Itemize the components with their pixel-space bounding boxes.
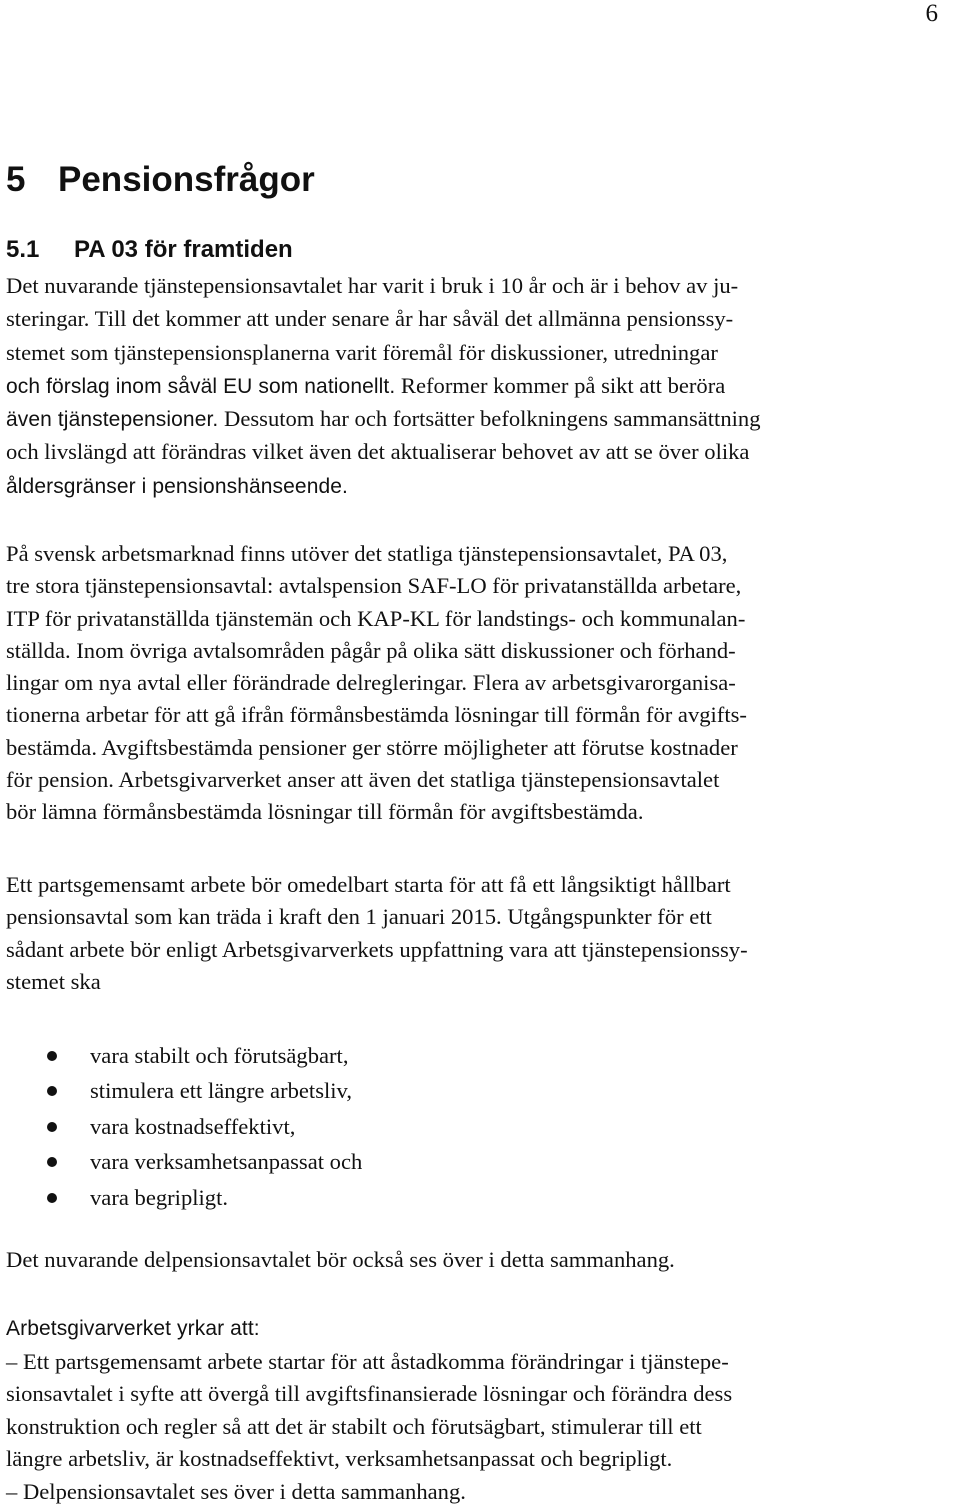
list-item: vara kostnadseffektivt, bbox=[0, 1109, 362, 1144]
bullet-icon bbox=[47, 1122, 57, 1132]
list-item: vara verksamhetsanpassat och bbox=[0, 1144, 362, 1179]
paragraph-line: ställda. Inom övriga avtalsområden pågår på olika sätt diskussioner och förhand- bbox=[6, 637, 736, 663]
paragraph-line: Det nuvarande tjänstepensionsavtalet har varit i bruk i 10 år och är i behov av ju- bbox=[6, 273, 739, 298]
demand-line: – Delpensionsavtalet ses över i detta sammanhang. bbox=[6, 1478, 466, 1504]
paragraph-partial-pension bbox=[6, 1244, 675, 1276]
paragraph-intro bbox=[6, 270, 761, 503]
paragraph-line: Det nuvarande delpensionsavtalet bör också ses över i detta sammanhang. bbox=[6, 1247, 675, 1272]
paragraph-line: tionerna arbetar för att gå ifrån förmånsbestämda lösningar till förmån för avgifts- bbox=[6, 702, 747, 728]
paragraph-line: steringar. Till det kommer att under senare år har såväl det allmänna pensionssy- bbox=[6, 306, 734, 332]
section-number: 5.1 bbox=[6, 236, 40, 263]
paragraph-line: stemet ska bbox=[6, 968, 101, 994]
demand-line: konstruktion och regler så att det är stabilt och förutsägbart, stimulerar till ett bbox=[6, 1413, 702, 1439]
paragraph-line: pensionsavtal som kan träda i kraft den 1 januari 2015. Utgångspunkter för ett bbox=[6, 904, 712, 930]
paragraph-line: lingar om nya avtal eller förändrade delregleringar. Flera av arbetsgivarorganisa- bbox=[6, 670, 736, 696]
paragraph-line: stemet som tjänstepensionsplanerna varit föremål för diskussioner, utredningar bbox=[6, 339, 718, 365]
bullet-icon bbox=[47, 1051, 57, 1061]
paragraph-line: och förslag inom såväl EU som nationellt. Reformer kommer på sikt att beröra bbox=[6, 372, 726, 398]
paragraph-line: På svensk arbetsmarknad finns utöver det statliga tjänstepensionsavtalet, PA 03, bbox=[6, 541, 728, 566]
paragraph-line: och livslängd att förändras vilket även det aktualiserar behovet av att se över olika bbox=[6, 439, 750, 465]
bullet-icon bbox=[47, 1086, 57, 1096]
section-title: PA 03 för framtiden bbox=[74, 236, 293, 263]
section-heading bbox=[6, 236, 293, 264]
demand-line: – Ett partsgemensamt arbete startar för att åstadkomma förändringar i tjänstepe- bbox=[6, 1348, 729, 1374]
demand-line: längre arbetsliv, är kostnadseffektivt, verksamhetsanpassat och begripligt. bbox=[6, 1446, 673, 1472]
paragraph-line: för pension. Arbetsgivarverket anser att även det statliga tjänstepensionsavtalet bbox=[6, 767, 720, 793]
paragraph-line: sådant arbete bör enligt Arbetsgivarverkets uppfattning vara att tjänstepensionssy- bbox=[6, 936, 748, 962]
chapter-number: 5 bbox=[6, 160, 26, 199]
demands-heading: Arbetsgivarverket yrkar att: bbox=[6, 1317, 260, 1340]
demands-section bbox=[6, 1313, 732, 1509]
list-item: vara begripligt. bbox=[0, 1180, 362, 1215]
paragraph-line: bestämda. Avgiftsbestämda pensioner ger större möjligheter att förutse kostnader bbox=[6, 734, 738, 760]
paragraph-line: Ett partsgemensamt arbete bör omedelbart starta för att få ett långsiktigt hållbart bbox=[6, 872, 731, 897]
paragraph-line: bör lämna förmånsbestämda lösningar till förmån för avgiftsbestämda. bbox=[6, 799, 644, 825]
bullet-list bbox=[0, 1038, 362, 1215]
paragraph-line: åldersgränser i pensionshänseende. bbox=[6, 474, 348, 498]
list-item: vara stabilt och förutsägbart, bbox=[0, 1038, 362, 1073]
paragraph-line: även tjänstepensioner. Dessutom har och fortsätter befolkningens sammansättning bbox=[6, 406, 761, 432]
chapter-heading bbox=[6, 160, 315, 200]
paragraph-joint-work bbox=[6, 869, 748, 998]
demand-line: sionsavtalet i syfte att övergå till avgiftsfinansierade lösningar och förändra dess bbox=[6, 1381, 733, 1407]
paragraph-labor-market bbox=[6, 538, 747, 829]
page-number: 6 bbox=[925, 0, 938, 27]
chapter-title: Pensionsfrågor bbox=[58, 160, 315, 199]
paragraph-line: ITP för privatanställda tjänstemän och KAP-KL för landstings- och kommunalan- bbox=[6, 605, 746, 631]
list-item: stimulera ett längre arbetsliv, bbox=[0, 1073, 362, 1108]
bullet-icon bbox=[47, 1157, 57, 1167]
bullet-icon bbox=[47, 1193, 57, 1203]
paragraph-line: tre stora tjänstepensionsavtal: avtalspension SAF-LO för privatanställda arbetare, bbox=[6, 573, 742, 599]
